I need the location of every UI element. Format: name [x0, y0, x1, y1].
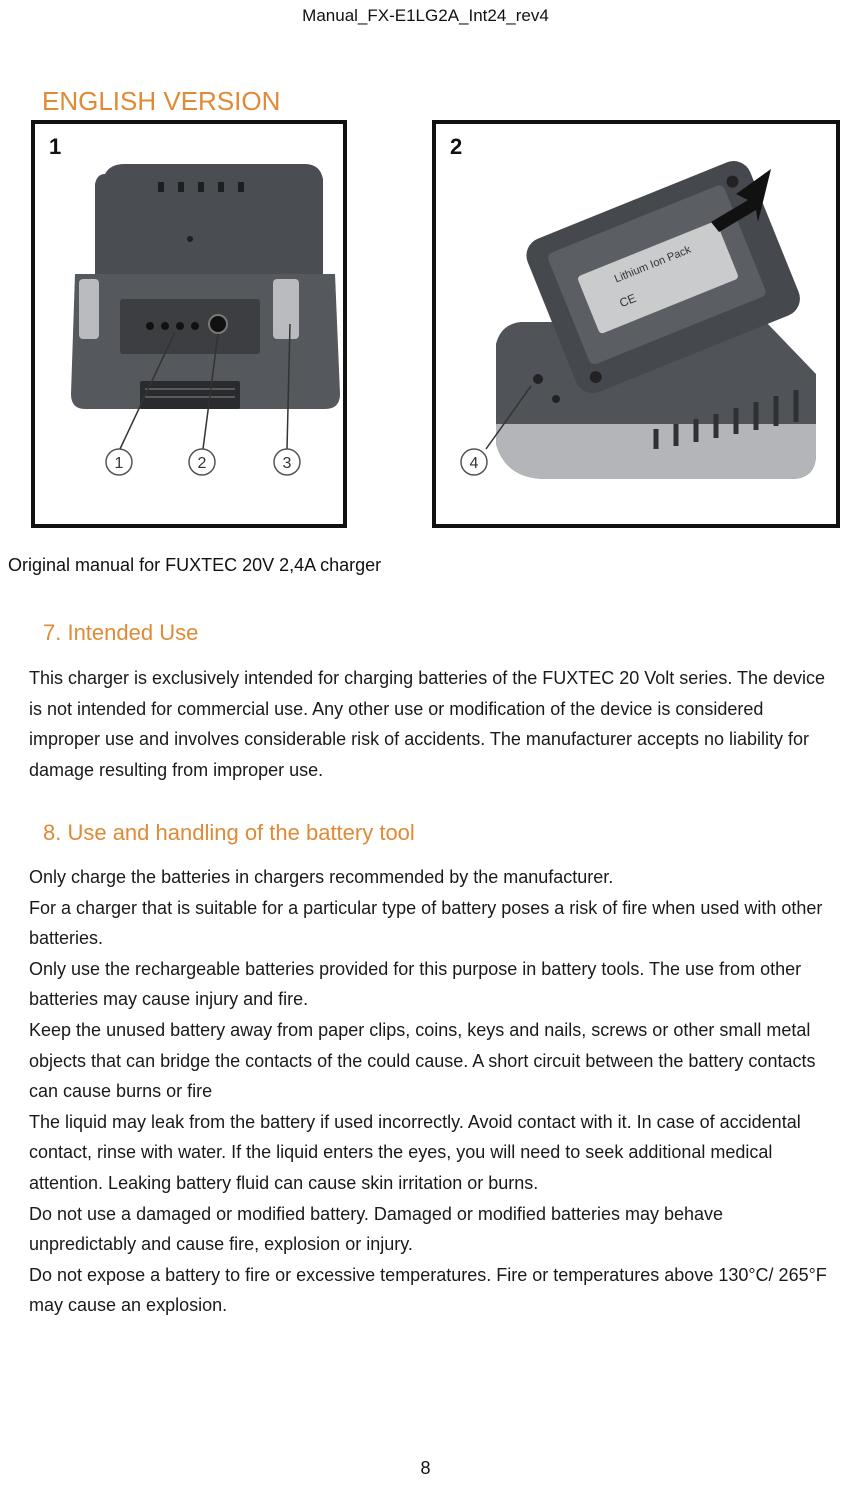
figure-caption: Original manual for FUXTEC 20V 2,4A charger [8, 555, 382, 575]
figure-2-battery-on-charger [432, 120, 840, 528]
document-header: Manual_FX-E1LG2A_Int24_rev4 [302, 6, 549, 25]
section-8-paragraph: For a charger that is suitable for a particular type of battery poses a risk of fire when used with other batteries. [29, 897, 823, 949]
figure-2-number: 2 [450, 134, 463, 159]
callout-1-label: 1 [114, 455, 124, 472]
callout-2-label: 2 [197, 455, 207, 472]
section-7-title: 7. Intended Use [43, 620, 199, 645]
section-8-paragraph: Do not expose a battery to fire or excessive temperatures. Fire or temperatures above 130°C/ 265°F may cause an explosion. [29, 1264, 827, 1316]
section-8-paragraph: Only use the rechargeable batteries provided for this purpose in battery tools. The use from other batteries may cause injury and fire. [29, 958, 802, 1010]
battery-label-text: Lithium Ion Pack [612, 243, 693, 286]
figure-1-number: 1 [49, 134, 62, 159]
section-8-paragraph: Do not use a damaged or modified battery. Damaged or modified batteries may behave unpredictably and cause fire, explosion or injury. [29, 1203, 724, 1255]
callout-4-label: 4 [469, 455, 479, 472]
charger-illustration [436, 124, 836, 524]
section-8-paragraph: Only charge the batteries in chargers recommended by the manufacturer. [29, 867, 614, 887]
section-8-paragraph: The liquid may leak from the battery if used incorrectly. Avoid contact with it. In case of accidental contact, rinse with water. If the liquid enters the eyes, you will need to seek additional medical attention. Leaking battery fluid can cause skin irritation or burns. [29, 1111, 801, 1193]
battery-pack-illustration [35, 124, 343, 524]
section-8-paragraph: Keep the unused battery away from paper clips, coins, keys and nails, screws or other small metal objects that can bridge the contacts of the could cause. A short circuit between the battery contacts can cause burns or fire [29, 1019, 816, 1102]
svg-text:CE: CE [617, 290, 639, 311]
version-heading: ENGLISH VERSION [42, 86, 281, 116]
section-8-body [29, 862, 834, 1321]
figure-1-battery-pack [31, 120, 347, 528]
section-8-title: 8. Use and handling of the battery tool [43, 820, 415, 845]
callout-3-label: 3 [282, 455, 292, 472]
page-number: 8 [420, 1458, 431, 1478]
section-7-text: This charger is exclusively intended for charging batteries of the FUXTEC 20 Volt series. The device is not intended for commercial use. Any other use or modification of the device is considered improper use and involves considerable risk of accidents. The manufacturer accepts no liability for damage resulting from improper use. [29, 668, 826, 780]
